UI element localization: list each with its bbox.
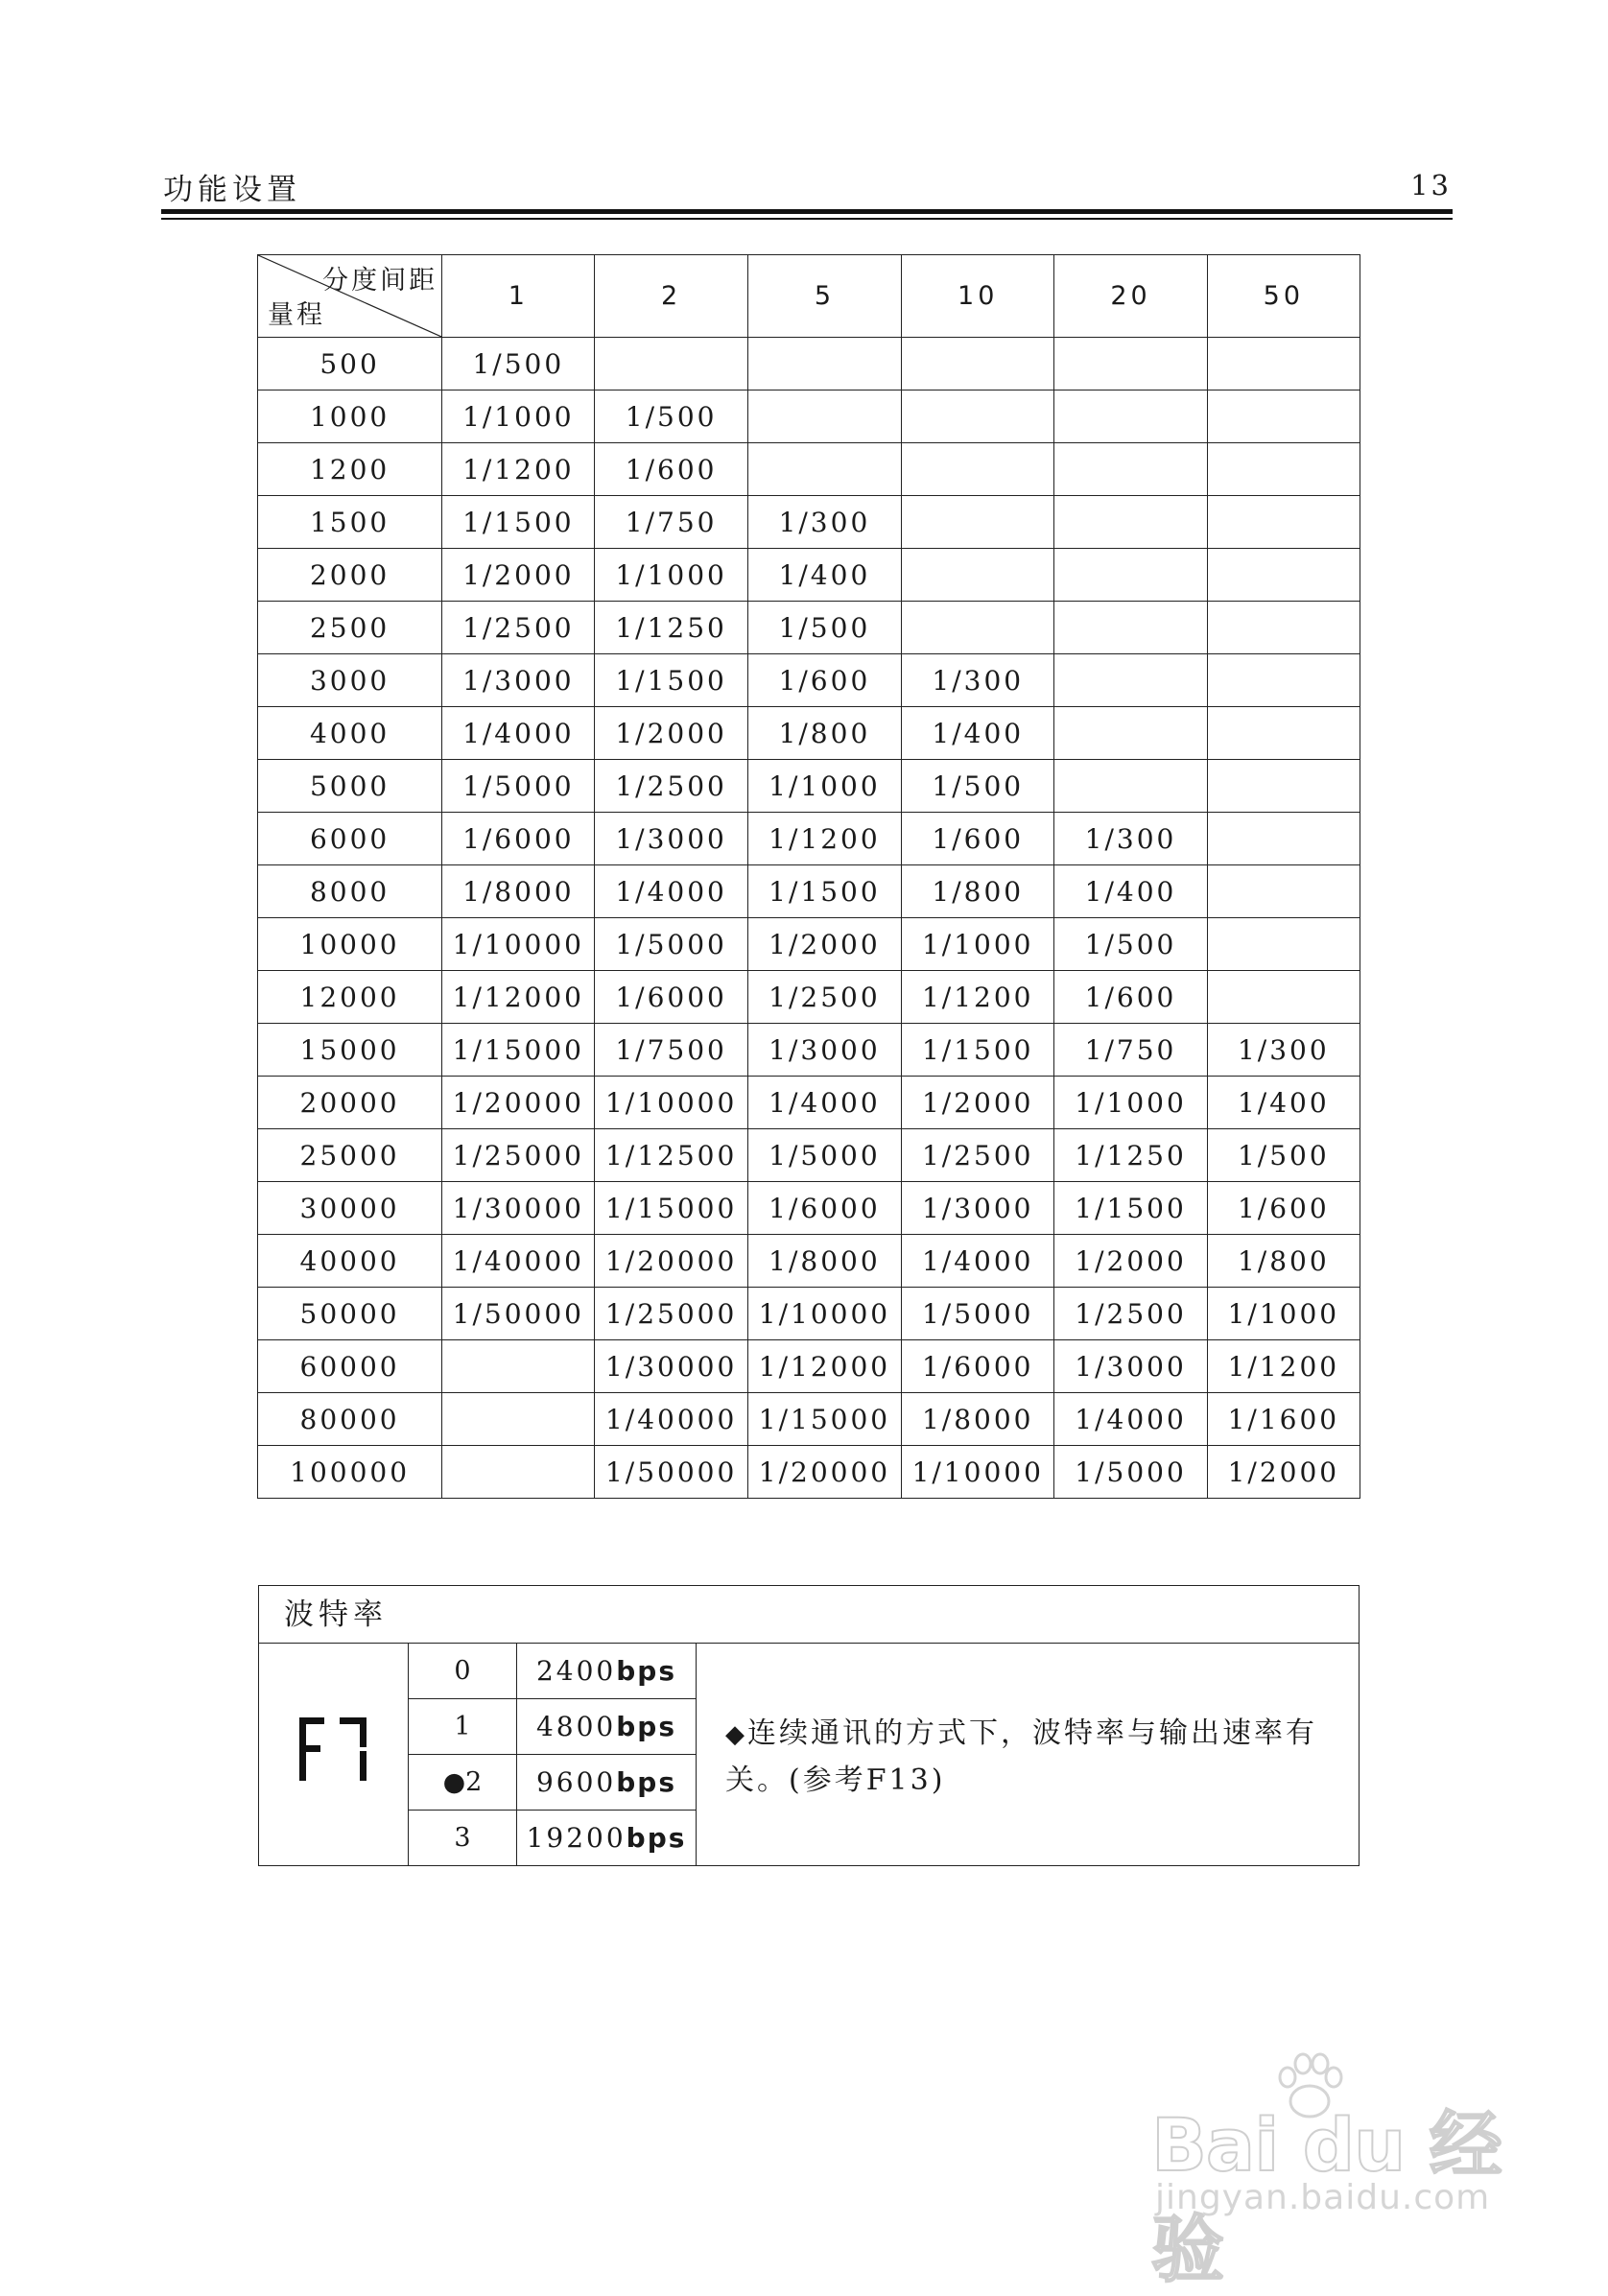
ratio-cell: 1/600 xyxy=(595,443,747,496)
ratio-cell xyxy=(595,338,747,391)
range-cell: 6000 xyxy=(258,813,442,865)
ratio-cell: 1/400 xyxy=(902,707,1054,760)
ratio-cell: 1/6000 xyxy=(442,813,595,865)
range-cell: 50000 xyxy=(258,1288,442,1340)
ratio-cell: 1/600 xyxy=(1207,1182,1360,1235)
ratio-cell: 1/30000 xyxy=(595,1340,747,1393)
ratio-cell: 1/10000 xyxy=(595,1077,747,1129)
ratio-cell xyxy=(1207,443,1360,496)
ratio-cell: 1/6000 xyxy=(595,971,747,1024)
ratio-cell: 1/1500 xyxy=(902,1024,1054,1077)
ratio-cell xyxy=(1207,602,1360,654)
ratio-cell: 1/20000 xyxy=(747,1446,901,1499)
range-cell: 25000 xyxy=(258,1129,442,1182)
ratio-cell: 1/2500 xyxy=(442,602,595,654)
ratio-cell: 1/1250 xyxy=(595,602,747,654)
ratio-cell xyxy=(902,602,1054,654)
ratio-cell: 1/1500 xyxy=(1054,1182,1207,1235)
ratio-cell xyxy=(1054,654,1207,707)
ratio-cell xyxy=(442,1393,595,1446)
ratio-cell: 1/750 xyxy=(595,496,747,549)
ratio-cell xyxy=(1054,391,1207,443)
ratio-cell: 1/500 xyxy=(1054,918,1207,971)
ratio-cell: 1/2000 xyxy=(442,549,595,602)
table-row xyxy=(258,813,1360,865)
ratio-cell: 1/1000 xyxy=(747,760,901,813)
ratio-cell xyxy=(902,443,1054,496)
ratio-cell: 1/2000 xyxy=(595,707,747,760)
range-cell: 1000 xyxy=(258,391,442,443)
range-cell: 3000 xyxy=(258,654,442,707)
range-cell: 80000 xyxy=(258,1393,442,1446)
ratio-cell: 1/2000 xyxy=(902,1077,1054,1129)
baud-option-row xyxy=(409,1644,697,1699)
baud-option-rate: 2400bps xyxy=(517,1644,697,1699)
ratio-cell: 1/600 xyxy=(747,654,901,707)
ratio-cell: 1/8000 xyxy=(442,865,595,918)
range-cell: 8000 xyxy=(258,865,442,918)
ratio-cell xyxy=(902,338,1054,391)
scale-table-body xyxy=(258,338,1360,1499)
ratio-cell: 1/10000 xyxy=(902,1446,1054,1499)
ratio-cell xyxy=(442,1340,595,1393)
ratio-cell: 1/600 xyxy=(902,813,1054,865)
ratio-cell xyxy=(1207,813,1360,865)
ratio-cell: 1/3000 xyxy=(1054,1340,1207,1393)
table-row xyxy=(258,1129,1360,1182)
baud-option-rate: 19200bps xyxy=(517,1811,697,1866)
table-row xyxy=(258,707,1360,760)
ratio-cell xyxy=(1054,496,1207,549)
ratio-cell xyxy=(747,391,901,443)
ratio-cell xyxy=(1207,496,1360,549)
ratio-cell: 1/1000 xyxy=(1207,1288,1360,1340)
ratio-cell: 1/3000 xyxy=(442,654,595,707)
range-cell: 30000 xyxy=(258,1182,442,1235)
header-rule-thin xyxy=(161,218,1453,220)
ratio-cell: 1/30000 xyxy=(442,1182,595,1235)
table-row xyxy=(258,1288,1360,1340)
ratio-cell: 1/1600 xyxy=(1207,1393,1360,1446)
ratio-cell xyxy=(902,549,1054,602)
ratio-cell: 1/40000 xyxy=(595,1393,747,1446)
table-row xyxy=(258,654,1360,707)
ratio-cell: 1/6000 xyxy=(902,1340,1054,1393)
ratio-cell: 1/2500 xyxy=(747,971,901,1024)
watermark-brand: Bai du 经验 xyxy=(1151,2102,1502,2292)
ratio-cell: 1/1500 xyxy=(442,496,595,549)
ratio-cell: 1/1500 xyxy=(747,865,901,918)
range-cell: 4000 xyxy=(258,707,442,760)
baud-option-index: 0 xyxy=(409,1644,517,1699)
range-cell: 2000 xyxy=(258,549,442,602)
baud-option-row xyxy=(409,1755,697,1811)
ratio-cell: 1/500 xyxy=(902,760,1054,813)
ratio-cell: 1/1200 xyxy=(747,813,901,865)
ratio-cell: 1/4000 xyxy=(595,865,747,918)
ratio-cell: 1/3000 xyxy=(747,1024,901,1077)
ratio-cell: 1/5000 xyxy=(747,1129,901,1182)
table-row xyxy=(258,1024,1360,1077)
ratio-cell: 1/1500 xyxy=(595,654,747,707)
baidu-jingyan-watermark xyxy=(1142,2048,1525,2292)
table-row xyxy=(258,391,1360,443)
baud-option-rate: 4800bps xyxy=(517,1699,697,1755)
diamond-bullet-icon: ◆ xyxy=(725,1720,747,1749)
ratio-cell xyxy=(902,496,1054,549)
ratio-cell xyxy=(1207,338,1360,391)
ratio-cell: 1/4000 xyxy=(442,707,595,760)
table-row xyxy=(258,1340,1360,1393)
ratio-cell: 1/600 xyxy=(1054,971,1207,1024)
ratio-cell: 1/5000 xyxy=(902,1288,1054,1340)
ratio-cell: 1/2000 xyxy=(1207,1446,1360,1499)
ratio-cell: 1/5000 xyxy=(1054,1446,1207,1499)
scale-division-table xyxy=(257,254,1360,1499)
ratio-cell: 1/25000 xyxy=(595,1288,747,1340)
ratio-cell: 1/400 xyxy=(1207,1077,1360,1129)
ratio-cell: 1/4000 xyxy=(1054,1393,1207,1446)
ratio-cell: 1/2500 xyxy=(1054,1288,1207,1340)
ratio-cell: 1/4000 xyxy=(902,1235,1054,1288)
baud-rate-title: 波特率 xyxy=(259,1586,1359,1644)
baud-options-table xyxy=(409,1644,697,1865)
range-cell: 10000 xyxy=(258,918,442,971)
ratio-cell xyxy=(902,391,1054,443)
table-row xyxy=(258,1446,1360,1499)
range-label: 量程 xyxy=(268,300,325,330)
ratio-cell xyxy=(1054,338,1207,391)
baud-option-row xyxy=(409,1699,697,1755)
range-cell: 20000 xyxy=(258,1077,442,1129)
ratio-cell: 1/300 xyxy=(1054,813,1207,865)
ratio-cell: 1/300 xyxy=(902,654,1054,707)
table-row xyxy=(258,1182,1360,1235)
ratio-cell: 1/2500 xyxy=(902,1129,1054,1182)
range-cell: 1200 xyxy=(258,443,442,496)
table-row xyxy=(258,918,1360,971)
range-cell: 2500 xyxy=(258,602,442,654)
function-code-cell xyxy=(259,1644,409,1865)
ratio-cell: 1/15000 xyxy=(747,1393,901,1446)
ratio-cell xyxy=(1054,707,1207,760)
ratio-cell xyxy=(1207,918,1360,971)
column-header: 20 xyxy=(1054,255,1207,338)
column-header: 2 xyxy=(595,255,747,338)
ratio-cell: 1/8000 xyxy=(902,1393,1054,1446)
ratio-cell: 1/1200 xyxy=(442,443,595,496)
table-row xyxy=(258,1393,1360,1446)
ratio-cell: 1/1000 xyxy=(902,918,1054,971)
ratio-cell: 1/1200 xyxy=(902,971,1054,1024)
ratio-cell: 1/800 xyxy=(747,707,901,760)
ratio-cell: 1/750 xyxy=(1054,1024,1207,1077)
baud-rate-note xyxy=(725,1711,1339,1804)
corner-header-cell xyxy=(258,255,442,338)
ratio-cell: 1/1000 xyxy=(442,391,595,443)
ratio-cell: 1/2000 xyxy=(1054,1235,1207,1288)
range-cell: 500 xyxy=(258,338,442,391)
ratio-cell: 1/40000 xyxy=(442,1235,595,1288)
ratio-cell: 1/8000 xyxy=(747,1235,901,1288)
f7-segment-display-icon xyxy=(297,1716,370,1783)
ratio-cell xyxy=(1207,654,1360,707)
ratio-cell: 1/500 xyxy=(747,602,901,654)
ratio-cell: 1/2000 xyxy=(747,918,901,971)
page-number: 13 xyxy=(1410,169,1452,201)
baud-option-index-default: ●2 xyxy=(409,1755,517,1811)
ratio-cell xyxy=(747,443,901,496)
ratio-cell: 1/5000 xyxy=(442,760,595,813)
ratio-cell: 1/20000 xyxy=(595,1235,747,1288)
ratio-cell xyxy=(1207,760,1360,813)
ratio-cell: 1/7500 xyxy=(595,1024,747,1077)
ratio-cell xyxy=(1054,602,1207,654)
ratio-cell xyxy=(1207,865,1360,918)
ratio-cell: 1/400 xyxy=(747,549,901,602)
column-header: 10 xyxy=(902,255,1054,338)
ratio-cell: 1/20000 xyxy=(442,1077,595,1129)
ratio-cell xyxy=(1207,971,1360,1024)
ratio-cell: 1/10000 xyxy=(442,918,595,971)
ratio-cell xyxy=(747,338,901,391)
ratio-cell: 1/6000 xyxy=(747,1182,901,1235)
baud-rate-note-text: 连续通讯的方式下，波特率与输出速率有关。(参考F13) xyxy=(725,1716,1317,1797)
division-interval-label: 分度间距 xyxy=(322,266,438,296)
ratio-cell: 1/1250 xyxy=(1054,1129,1207,1182)
ratio-cell: 1/10000 xyxy=(747,1288,901,1340)
ratio-cell: 1/3000 xyxy=(902,1182,1054,1235)
ratio-cell xyxy=(442,1446,595,1499)
ratio-cell: 1/500 xyxy=(442,338,595,391)
column-header: 50 xyxy=(1207,255,1360,338)
ratio-cell: 1/800 xyxy=(1207,1235,1360,1288)
ratio-cell: 1/4000 xyxy=(747,1077,901,1129)
baud-rate-panel xyxy=(258,1585,1360,1866)
table-row xyxy=(258,865,1360,918)
ratio-cell: 1/15000 xyxy=(595,1182,747,1235)
ratio-cell: 1/5000 xyxy=(595,918,747,971)
range-cell: 100000 xyxy=(258,1446,442,1499)
ratio-cell xyxy=(1207,391,1360,443)
baud-option-rate: 9600bps xyxy=(517,1755,697,1811)
table-row xyxy=(258,1235,1360,1288)
table-row xyxy=(258,443,1360,496)
ratio-cell: 1/1200 xyxy=(1207,1340,1360,1393)
ratio-cell: 1/300 xyxy=(747,496,901,549)
baud-option-row xyxy=(409,1811,697,1866)
ratio-cell: 1/800 xyxy=(902,865,1054,918)
ratio-cell: 1/400 xyxy=(1054,865,1207,918)
table-header-row xyxy=(258,255,1360,338)
table-row xyxy=(258,602,1360,654)
range-cell: 40000 xyxy=(258,1235,442,1288)
ratio-cell xyxy=(1054,549,1207,602)
baud-option-index: 1 xyxy=(409,1699,517,1755)
ratio-cell: 1/12000 xyxy=(747,1340,901,1393)
watermark-url: jingyan.baidu.com xyxy=(1155,2178,1491,2217)
ratio-cell: 1/15000 xyxy=(442,1024,595,1077)
range-cell: 15000 xyxy=(258,1024,442,1077)
table-row xyxy=(258,496,1360,549)
range-cell: 60000 xyxy=(258,1340,442,1393)
ratio-cell: 1/500 xyxy=(1207,1129,1360,1182)
ratio-cell: 1/1000 xyxy=(1054,1077,1207,1129)
table-row xyxy=(258,549,1360,602)
page-header-title: 功能设置 xyxy=(163,173,301,207)
ratio-cell xyxy=(1054,760,1207,813)
header-rule-thick xyxy=(161,209,1453,214)
ratio-cell: 1/50000 xyxy=(595,1446,747,1499)
range-cell: 12000 xyxy=(258,971,442,1024)
ratio-cell: 1/500 xyxy=(595,391,747,443)
table-row xyxy=(258,971,1360,1024)
ratio-cell xyxy=(1207,549,1360,602)
ratio-cell: 1/3000 xyxy=(595,813,747,865)
table-row xyxy=(258,760,1360,813)
ratio-cell xyxy=(1054,443,1207,496)
ratio-cell: 1/50000 xyxy=(442,1288,595,1340)
ratio-cell: 1/300 xyxy=(1207,1024,1360,1077)
baud-option-index: 3 xyxy=(409,1811,517,1866)
ratio-cell: 1/12000 xyxy=(442,971,595,1024)
ratio-cell xyxy=(1207,707,1360,760)
column-header: 5 xyxy=(747,255,901,338)
column-header: 1 xyxy=(442,255,595,338)
ratio-cell: 1/1000 xyxy=(595,549,747,602)
table-row xyxy=(258,1077,1360,1129)
ratio-cell: 1/25000 xyxy=(442,1129,595,1182)
table-row xyxy=(258,338,1360,391)
range-cell: 1500 xyxy=(258,496,442,549)
ratio-cell: 1/2500 xyxy=(595,760,747,813)
range-cell: 5000 xyxy=(258,760,442,813)
ratio-cell: 1/12500 xyxy=(595,1129,747,1182)
